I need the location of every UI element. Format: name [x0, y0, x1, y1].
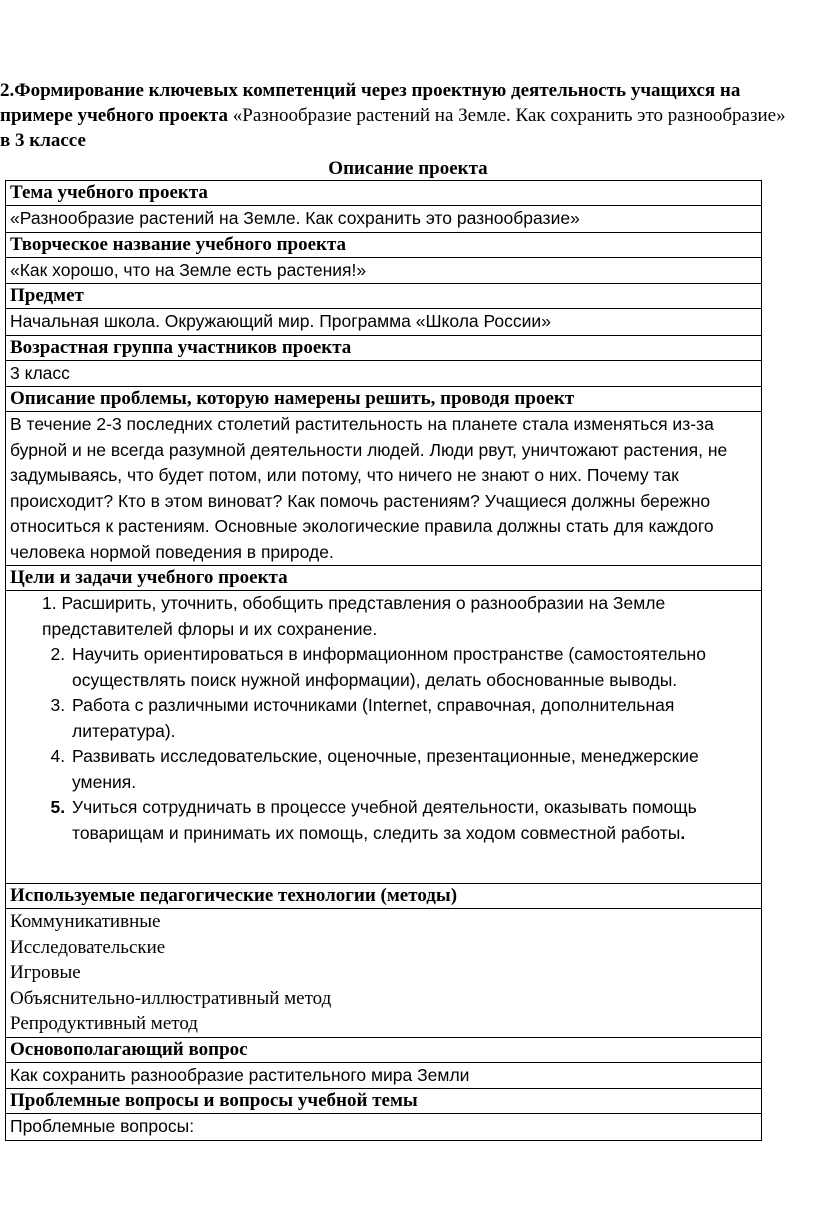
- problem-questions-label: Проблемные вопросы и вопросы учебной темы: [6, 1089, 762, 1114]
- problem-value: В течение 2-3 последних столетий растительность на планете стала изменяться из-за бурной и не всегда разумной деятельности людей. Люди рвут, уничтожают растения, не задумываясь, что будет потом, или потому, что ничего не знают о них. Почему так происходит? Кто в этом виноват? Как помочь растениям? Учащиеся должны бережно относиться к растениям. Основные экологические правила должны стать для каждого человека нормой поведения в природе.: [6, 412, 762, 566]
- description-title: Описание проекта: [328, 158, 488, 179]
- heading-grade: в 3 классе: [0, 130, 86, 151]
- method-item: Репродуктивный метод: [10, 1013, 198, 1034]
- method-item: Коммуникативные: [10, 911, 161, 932]
- goal-item: [70, 795, 757, 846]
- creative-title-value: «Как хорошо, что на Земле есть растения!»: [6, 257, 762, 284]
- topic-label: Тема учебного проекта: [6, 181, 762, 206]
- goal-item: 3. Работа с различными источниками (Internet, справочная, дополнительная литература).: [70, 693, 757, 744]
- goal-item-period: .: [680, 822, 686, 843]
- fundamental-question-value: Как сохранить разнообразие растительного мира Земли: [6, 1062, 762, 1089]
- heading-project-name: «Разнообразие растений на Земле. Как сохранить это разнообразие»: [232, 105, 786, 126]
- heading-bold-part: 2.Формирование ключевых компетенций через проектную деятельность учащихся на примере учебного проекта: [0, 80, 741, 126]
- subject-value: Начальная школа. Окружающий мир. Программа «Школа России»: [6, 309, 762, 336]
- section-heading: [0, 78, 800, 153]
- goal-item: 1. Расширить, уточнить, обобщить представления о разнообразии на Земле представителей флоры и их сохранение.: [42, 593, 666, 639]
- method-item: Объяснительно-иллюстративный метод: [10, 987, 332, 1009]
- goals-list: [10, 591, 757, 846]
- goals-cell: [6, 591, 762, 884]
- goal-item-text: Учиться сотрудничать в процессе учебной деятельности, оказывать помощь товарищам и принимать их помощь, следить за ходом совместной работы: [72, 797, 697, 843]
- age-group-value: 3 класс: [6, 360, 762, 387]
- goal-item: 4. Развивать исследовательские, оценочные, презентационные, менеджерские умения.: [70, 744, 757, 795]
- creative-title-label: Творческое название учебного проекта: [6, 232, 762, 257]
- goal-item: 2. Научить ориентироваться в информационном пространстве (самостоятельно осуществлять поиск нужной информации), делать обоснованные выводы.: [70, 642, 757, 693]
- goals-label: Цели и задачи учебного проекта: [6, 566, 762, 591]
- topic-value: «Разнообразие растений на Земле. Как сохранить это разнообразие»: [6, 206, 762, 233]
- age-group-label: Возрастная группа участников проекта: [6, 335, 762, 360]
- subject-label: Предмет: [6, 284, 762, 309]
- problem-label: Описание проблемы, которую намерены решить, проводя проект: [6, 387, 762, 412]
- fundamental-question-label: Основополагающий вопрос: [6, 1037, 762, 1062]
- project-table: [5, 180, 762, 1141]
- method-item: Игровые: [10, 962, 81, 983]
- method-item: Исследовательские: [10, 936, 166, 958]
- problem-questions-value: Проблемные вопросы:: [6, 1114, 762, 1141]
- methods-label: Используемые педагогические технологии (методы): [6, 884, 762, 909]
- methods-cell: [6, 909, 762, 1038]
